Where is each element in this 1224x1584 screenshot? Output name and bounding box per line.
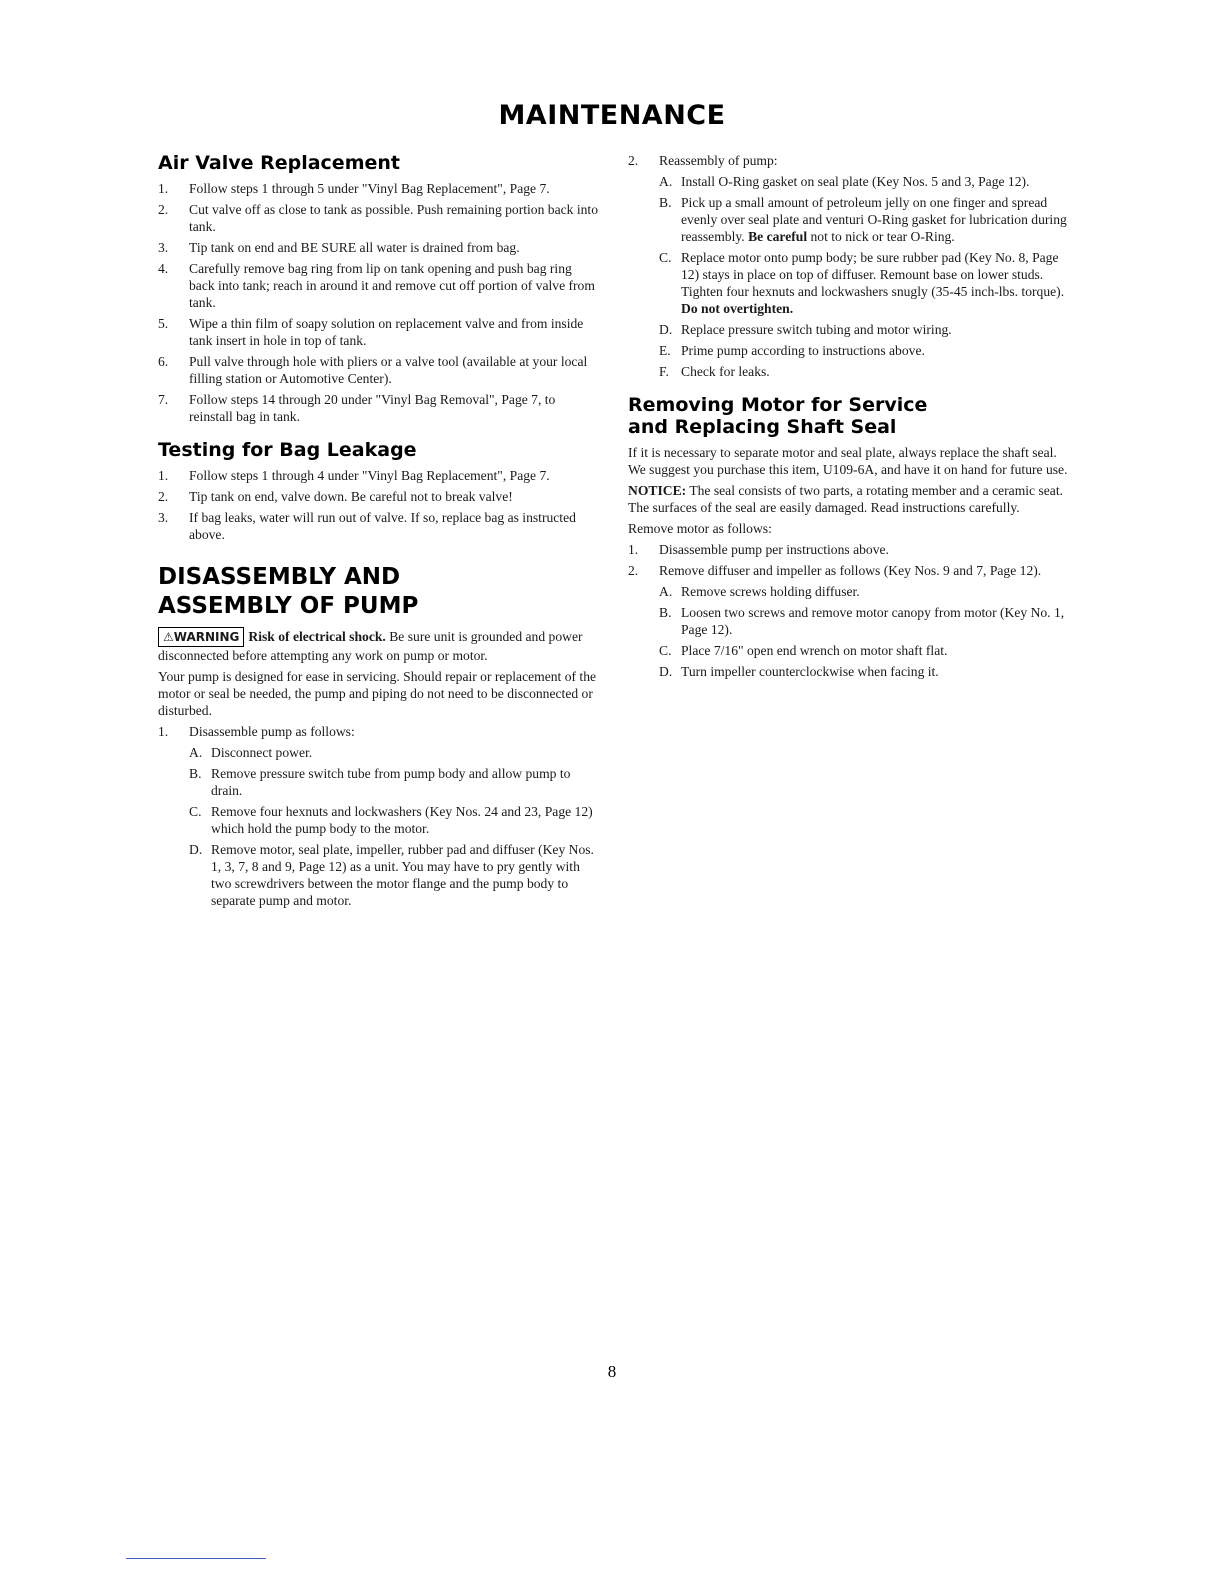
- sub-text: Check for leaks.: [681, 364, 770, 379]
- sub-item: [659, 363, 1068, 380]
- step-text: Tip tank on end, valve down. Be careful not to break valve!: [189, 489, 513, 504]
- warning-text: Be sure unit is grounded and power disconnected before attempting any work on pump or motor.: [158, 629, 583, 663]
- sub-text: Disconnect power.: [211, 745, 313, 760]
- step-text: If bag leaks, water will run out of valve. If so, replace bag as instructed above.: [189, 510, 576, 542]
- sub-letter: C.: [659, 643, 672, 658]
- list-item: [158, 391, 598, 425]
- sub-letter: A.: [659, 174, 673, 189]
- page-title: MAINTENANCE: [498, 100, 726, 131]
- step-number: 1.: [158, 468, 169, 483]
- step-number: 3.: [158, 240, 169, 255]
- bag-leakage-heading: Testing for Bag Leakage: [158, 439, 417, 461]
- remove-motor-paragraph: Remove motor as follows:: [628, 521, 772, 536]
- list-item: [628, 562, 1068, 579]
- sub-text: Prime pump according to instructions above.: [681, 343, 925, 358]
- sub-item: [189, 803, 598, 837]
- step-number: 1.: [628, 542, 639, 557]
- warning-badge: ⚠WARNING: [158, 627, 244, 647]
- sub-text-part: not to nick or tear O-Ring.: [807, 229, 955, 244]
- step-number: 1.: [158, 181, 169, 196]
- sub-text: Remove screws holding diffuser.: [681, 584, 860, 599]
- list-item: [628, 541, 1068, 558]
- intro-paragraph: Your pump is designed for ease in servicing. Should repair or replacement of the motor or seal be needed, the pump and piping do not need to be disconnected or disturbed.: [158, 669, 597, 718]
- sub-letter: E.: [659, 343, 671, 358]
- sub-item: [659, 173, 1068, 190]
- step-text: Reassembly of pump:: [659, 153, 778, 168]
- sub-item: [659, 342, 1068, 359]
- right-column: [628, 152, 1068, 684]
- step-number: 2.: [628, 153, 639, 168]
- warning-paragraph: [158, 627, 598, 664]
- sub-text: [681, 249, 1068, 317]
- step-text: Remove diffuser and impeller as follows (Key Nos. 9 and 7, Page 12).: [659, 563, 1042, 578]
- sub-text: Remove pressure switch tube from pump body and allow pump to drain.: [211, 766, 571, 798]
- left-column: [158, 152, 598, 913]
- notice-paragraph: [628, 482, 1068, 516]
- motor-service-heading-line1: Removing Motor for Service: [628, 394, 928, 416]
- step-number: 2.: [158, 202, 169, 217]
- list-item: [158, 723, 598, 740]
- sub-text: Place 7/16" open end wrench on motor shaft flat.: [681, 643, 948, 658]
- step-text: Disassemble pump per instructions above.: [659, 542, 889, 557]
- step-text: Cut valve off as close to tank as possible. Push remaining portion back into tank.: [189, 202, 599, 234]
- sub-item: [189, 841, 598, 909]
- step-text: Tip tank on end and BE SURE all water is drained from bag.: [189, 240, 520, 255]
- sub-letter: B.: [659, 195, 672, 210]
- motor-service-heading: [628, 394, 1068, 438]
- step-text: Follow steps 14 through 20 under "Vinyl Bag Removal", Page 7, to reinstall bag in tank.: [189, 392, 556, 424]
- step-number: 2.: [158, 489, 169, 504]
- page-number: 8: [607, 1362, 617, 1381]
- sub-letter: C.: [659, 250, 672, 265]
- footer-rule: [126, 1558, 266, 1559]
- disassembly-heading: [158, 563, 598, 621]
- step-number: 3.: [158, 510, 169, 525]
- notice-label: NOTICE:: [628, 483, 687, 498]
- sub-text-part: Pick up a small amount of petroleum jelly on one finger and spread evenly over seal plate and venturi O-Ring gasket for lubrication during reassembly.: [681, 195, 1067, 244]
- sub-letter: B.: [659, 605, 672, 620]
- sub-text-bold: Do not overtighten.: [681, 301, 794, 316]
- list-item: [158, 488, 598, 505]
- step-number: 2.: [628, 563, 639, 578]
- list-item: [158, 180, 598, 197]
- sub-item: [659, 321, 1068, 338]
- sub-letter: D.: [189, 842, 203, 857]
- sub-text: Install O-Ring gasket on seal plate (Key Nos. 5 and 3, Page 12).: [681, 174, 1030, 189]
- warning-bold: Risk of electrical shock.: [248, 629, 386, 644]
- step-number: 5.: [158, 316, 169, 331]
- sub-item: [659, 194, 1068, 245]
- step-number: 1.: [158, 724, 169, 739]
- sub-text: Remove motor, seal plate, impeller, rubber pad and diffuser (Key Nos. 1, 3, 7, 8 and 9, Page 12) as a unit. You may have to pry gently with two screwdrivers between the motor flange and the pump body to separate pump and motor.: [211, 842, 594, 908]
- sub-item: [189, 765, 598, 799]
- step-text: Disassemble pump as follows:: [189, 724, 355, 739]
- list-item: [158, 353, 598, 387]
- sub-text-bold: Be careful: [748, 229, 808, 244]
- list-item: [158, 239, 598, 256]
- step-text: Pull valve through hole with pliers or a valve tool (available at your local filling station or Automotive Center).: [189, 354, 588, 386]
- shaft-seal-paragraph: If it is necessary to separate motor and seal plate, always replace the shaft seal. We suggest you purchase this item, U109-6A, and have it on hand for future use.: [628, 445, 1068, 477]
- sub-letter: A.: [189, 745, 203, 760]
- list-item: [158, 509, 598, 543]
- sub-text: Replace pressure switch tubing and motor wiring.: [681, 322, 952, 337]
- list-item: [158, 260, 598, 311]
- motor-service-heading-line2: and Replacing Shaft Seal: [628, 416, 897, 438]
- sub-letter: B.: [189, 766, 202, 781]
- sub-text-part: Replace motor onto pump body; be sure rubber pad (Key No. 8, Page 12) stays in place on top of diffuser. Remount base on lower studs. Tighten four hexnuts and lockwashers snugly (35-45 inch-lbs. torque).: [681, 250, 1065, 299]
- step-text: Carefully remove bag ring from lip on tank opening and push bag ring back into tank; reach in around it and remove cut off portion of valve from tank.: [189, 261, 595, 310]
- sub-letter: F.: [659, 364, 669, 379]
- sub-item: [659, 604, 1068, 638]
- list-item: [628, 152, 1068, 169]
- disassembly-heading-line2: ASSEMBLY OF PUMP: [158, 593, 419, 619]
- step-text: Follow steps 1 through 4 under "Vinyl Bag Replacement", Page 7.: [189, 468, 550, 483]
- list-item: [158, 315, 598, 349]
- air-valve-steps: [158, 180, 598, 425]
- step-number: 6.: [158, 354, 169, 369]
- sub-text: Loosen two screws and remove motor canopy from motor (Key No. 1, Page 12).: [681, 605, 1065, 637]
- sub-text: Turn impeller counterclockwise when facing it.: [681, 664, 939, 679]
- sub-item: [659, 583, 1068, 600]
- sub-letter: A.: [659, 584, 673, 599]
- sub-text: [681, 194, 1068, 245]
- bag-leakage-steps: [158, 467, 598, 543]
- step-text: Wipe a thin film of soapy solution on replacement valve and from inside tank insert in hole in top of tank.: [189, 316, 584, 348]
- notice-text: The seal consists of two parts, a rotating member and a ceramic seat. The surfaces of the seal are easily damaged. Read instructions carefully.: [628, 483, 1064, 515]
- sub-item: [659, 663, 1068, 680]
- sub-letter: D.: [659, 664, 673, 679]
- sub-letter: D.: [659, 322, 673, 337]
- air-valve-heading: Air Valve Replacement: [158, 152, 400, 174]
- sub-item: [189, 744, 598, 761]
- disassembly-heading-line1: DISASSEMBLY AND: [158, 564, 401, 590]
- step-number: 7.: [158, 392, 169, 407]
- step-number: 4.: [158, 261, 169, 276]
- list-item: [158, 201, 598, 235]
- sub-letter: C.: [189, 804, 202, 819]
- sub-item: [659, 642, 1068, 659]
- step-text: Follow steps 1 through 5 under "Vinyl Bag Replacement", Page 7.: [189, 181, 550, 196]
- sub-text: Remove four hexnuts and lockwashers (Key Nos. 24 and 23, Page 12) which hold the pump body to the motor.: [211, 804, 593, 836]
- list-item: [158, 467, 598, 484]
- sub-item: [659, 249, 1068, 317]
